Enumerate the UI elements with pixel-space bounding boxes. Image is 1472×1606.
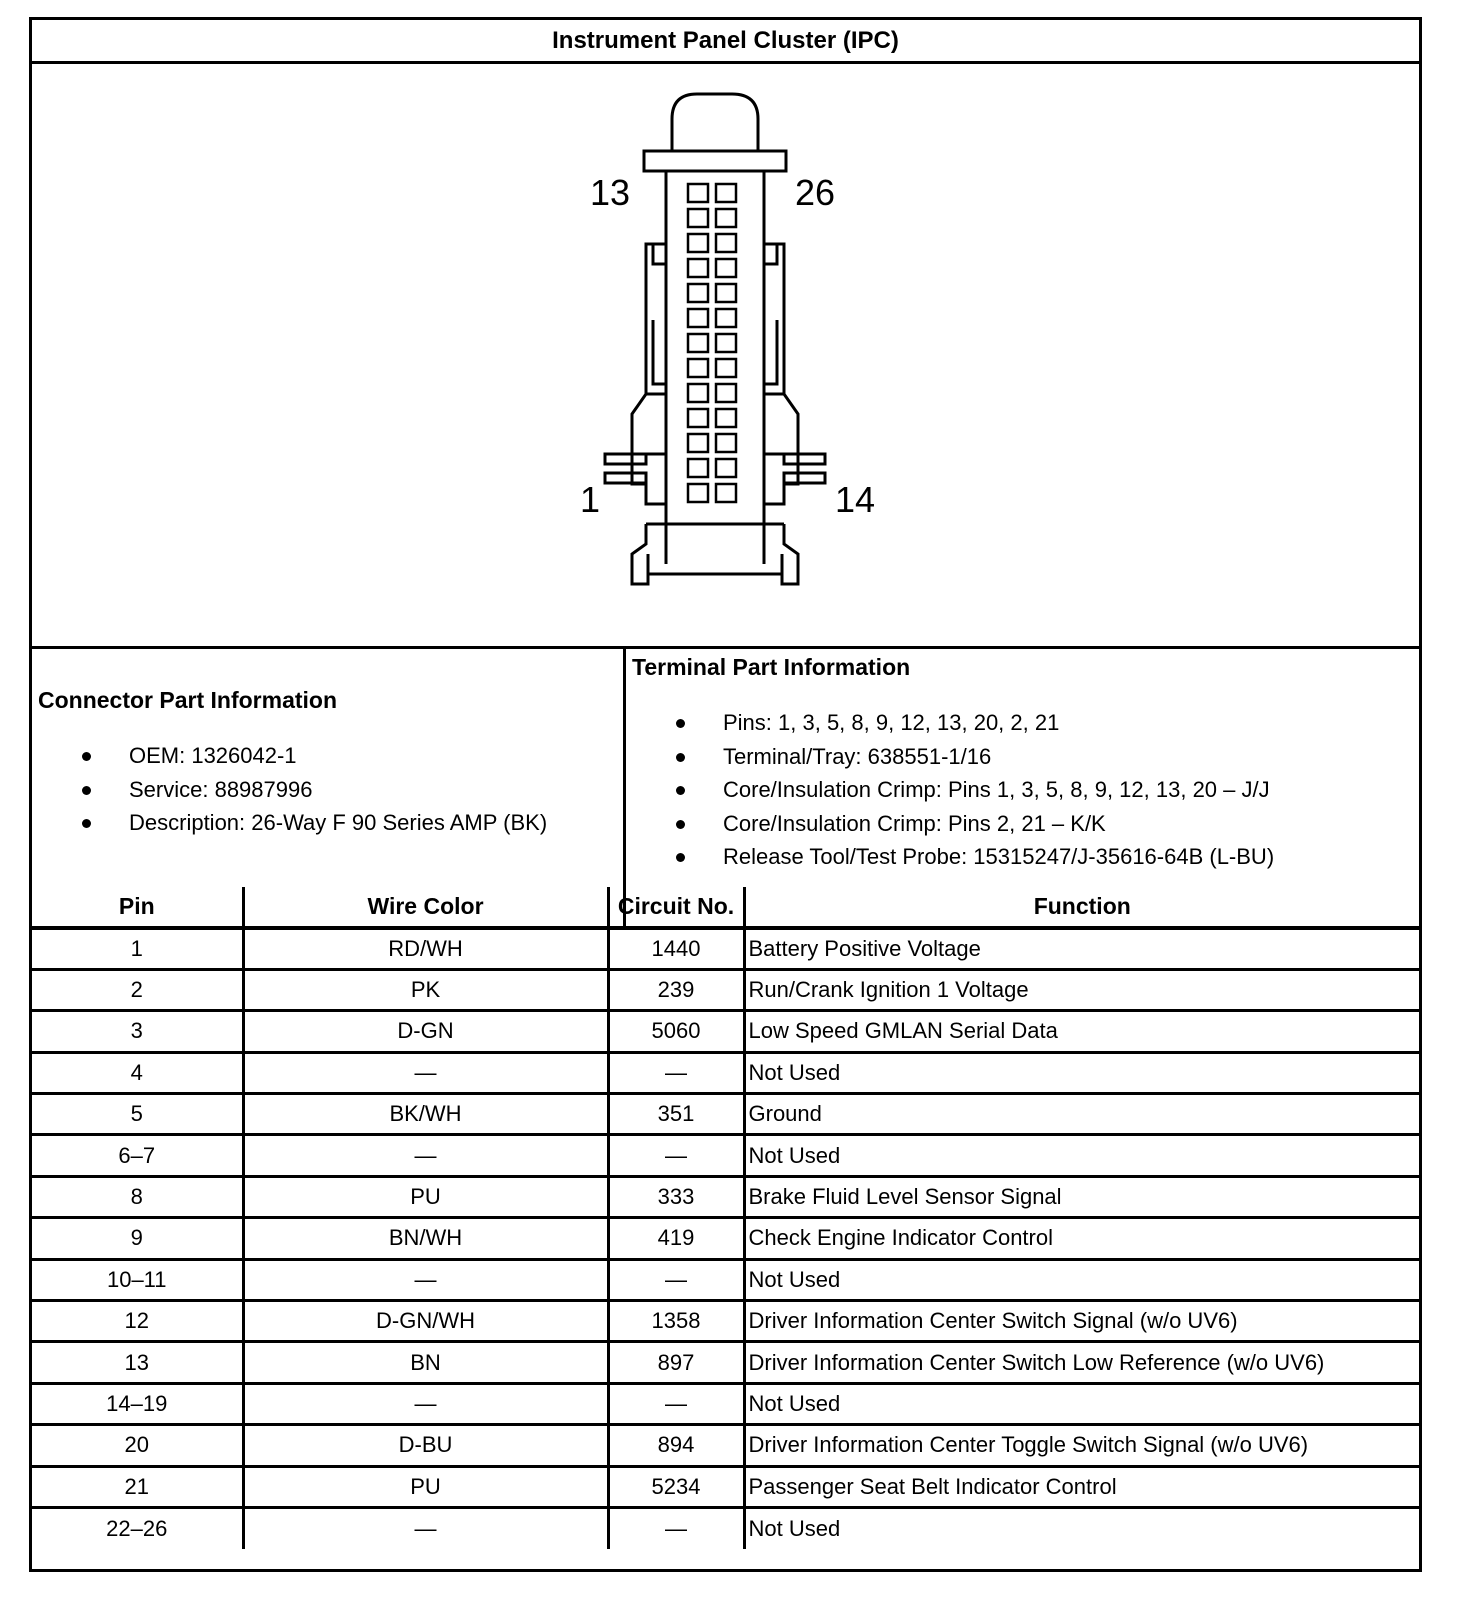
pin-cavities	[688, 184, 736, 502]
pin-cavity	[688, 359, 708, 377]
table-row	[32, 1052, 1419, 1093]
cell-wire-color: RD/WH	[243, 928, 608, 969]
table-row	[32, 1094, 1419, 1135]
pin-label-1: 1	[580, 479, 601, 520]
cell-circuit-no: 897	[608, 1342, 744, 1383]
cell-pin: 5	[32, 1094, 243, 1135]
cell-function: Check Engine Indicator Control	[744, 1218, 1419, 1259]
cell-pin: 14–19	[32, 1383, 243, 1424]
cell-circuit-no: 1440	[608, 928, 744, 969]
table-row	[32, 1425, 1419, 1466]
header-pin: Pin	[32, 887, 243, 928]
table-row	[32, 1135, 1419, 1176]
cell-wire-color: BN	[243, 1342, 608, 1383]
cell-circuit-no: —	[608, 1052, 744, 1093]
header-function: Function	[744, 887, 1419, 928]
cell-wire-color: —	[243, 1259, 608, 1300]
cell-function: Ground	[744, 1094, 1419, 1135]
cell-circuit-no: 239	[608, 969, 744, 1010]
cell-pin: 10–11	[32, 1259, 243, 1300]
cell-wire-color: —	[243, 1135, 608, 1176]
cell-wire-color: —	[243, 1383, 608, 1424]
cell-function: Not Used	[744, 1135, 1419, 1176]
connector-drawing	[32, 64, 1419, 649]
cell-pin: 13	[32, 1342, 243, 1383]
cell-wire-color: —	[243, 1052, 608, 1093]
cell-function: Run/Crank Ignition 1 Voltage	[744, 969, 1419, 1010]
pin-cavity	[716, 484, 736, 502]
cell-circuit-no: 351	[608, 1094, 744, 1135]
cell-circuit-no: 5060	[608, 1011, 744, 1052]
cell-circuit-no: 333	[608, 1176, 744, 1217]
cell-pin: 21	[32, 1466, 243, 1507]
cell-circuit-no: —	[608, 1259, 744, 1300]
pin-cavity	[688, 484, 708, 502]
pin-cavity	[716, 334, 736, 352]
cell-circuit-no: —	[608, 1507, 744, 1548]
pin-cavity	[716, 459, 736, 477]
cell-pin: 2	[32, 969, 243, 1010]
cell-pin: 4	[32, 1052, 243, 1093]
cell-wire-color: PK	[243, 969, 608, 1010]
pin-cavity	[716, 384, 736, 402]
cell-circuit-no: 419	[608, 1218, 744, 1259]
list-item: Core/Insulation Crimp: Pins 1, 3, 5, 8, 9, 12, 13, 20 – J/J	[626, 773, 1274, 807]
table-row	[32, 1259, 1419, 1300]
pin-cavity	[688, 309, 708, 327]
pin-cavity	[688, 334, 708, 352]
cell-pin: 9	[32, 1218, 243, 1259]
list-item: OEM: 1326042-1	[32, 739, 547, 773]
terminal-info-list	[626, 706, 1274, 874]
table-row	[32, 1507, 1419, 1548]
cell-function: Not Used	[744, 1383, 1419, 1424]
pin-cavity	[716, 259, 736, 277]
pin-cavity	[688, 409, 708, 427]
table-row	[32, 1301, 1419, 1342]
cell-pin: 8	[32, 1176, 243, 1217]
connector-sheet	[29, 17, 1422, 1572]
cell-pin: 3	[32, 1011, 243, 1052]
list-item: Description: 26-Way F 90 Series AMP (BK)	[32, 806, 547, 840]
cell-wire-color: BK/WH	[243, 1094, 608, 1135]
bullet-icon	[676, 753, 685, 762]
bullet-icon	[82, 786, 91, 795]
cell-pin: 6–7	[32, 1135, 243, 1176]
header-wire-color: Wire Color	[243, 887, 608, 928]
pin-cavity	[688, 184, 708, 202]
cell-function: Driver Information Center Toggle Switch Signal (w/o UV6)	[744, 1425, 1419, 1466]
terminal-part-info	[626, 649, 1419, 926]
cell-function: Low Speed GMLAN Serial Data	[744, 1011, 1419, 1052]
table-row	[32, 1342, 1419, 1383]
pin-cavity	[688, 234, 708, 252]
cell-pin: 12	[32, 1301, 243, 1342]
cell-function: Passenger Seat Belt Indicator Control	[744, 1466, 1419, 1507]
cell-function: Not Used	[744, 1052, 1419, 1093]
table-header-row	[32, 887, 1419, 928]
cell-circuit-no: 1358	[608, 1301, 744, 1342]
cell-function: Not Used	[744, 1259, 1419, 1300]
cell-circuit-no: —	[608, 1135, 744, 1176]
table-row	[32, 1383, 1419, 1424]
pin-cavity	[716, 359, 736, 377]
pinout-table	[32, 887, 1419, 1549]
pin-cavity	[688, 434, 708, 452]
connector-info-list	[32, 739, 547, 840]
cell-circuit-no: 5234	[608, 1466, 744, 1507]
bullet-icon	[82, 819, 91, 828]
table-row	[32, 1466, 1419, 1507]
connector-part-info	[32, 649, 626, 926]
connector-diagram	[32, 64, 1419, 649]
table-row	[32, 969, 1419, 1010]
pin-label-13: 13	[590, 172, 631, 213]
pin-cavity	[688, 284, 708, 302]
cell-pin: 20	[32, 1425, 243, 1466]
cell-function: Battery Positive Voltage	[744, 928, 1419, 969]
cell-wire-color: D-BU	[243, 1425, 608, 1466]
pin-label-14: 14	[835, 479, 876, 520]
pin-cavity	[716, 409, 736, 427]
cell-circuit-no: 894	[608, 1425, 744, 1466]
cell-wire-color: D-GN/WH	[243, 1301, 608, 1342]
cell-wire-color: PU	[243, 1176, 608, 1217]
pin-cavity	[688, 209, 708, 227]
list-item: Service: 88987996	[32, 773, 547, 807]
cell-wire-color: PU	[243, 1466, 608, 1507]
pin-cavity	[688, 384, 708, 402]
cell-pin: 22–26	[32, 1507, 243, 1548]
pin-cavity	[716, 209, 736, 227]
cell-wire-color: —	[243, 1507, 608, 1548]
connector-info-heading: Connector Part Information	[38, 687, 338, 713]
cell-pin: 1	[32, 928, 243, 969]
header-circuit-no: Circuit No.	[608, 887, 744, 928]
list-item: Terminal/Tray: 638551-1/16	[626, 740, 1274, 774]
list-item: Release Tool/Test Probe: 15315247/J-35616-64B (L-BU)	[626, 840, 1274, 874]
table-row	[32, 1218, 1419, 1259]
pinout-rows	[32, 928, 1419, 1549]
pin-label-26: 26	[795, 172, 836, 213]
cell-function: Driver Information Center Switch Signal (w/o UV6)	[744, 1301, 1419, 1342]
pin-cavity	[716, 284, 736, 302]
pin-cavity	[688, 459, 708, 477]
table-row	[32, 1176, 1419, 1217]
list-item: Core/Insulation Crimp: Pins 2, 21 – K/K	[626, 807, 1274, 841]
table-row	[32, 1011, 1419, 1052]
pin-cavity	[716, 184, 736, 202]
bullet-icon	[676, 820, 685, 829]
bullet-icon	[676, 719, 685, 728]
pin-cavity	[716, 434, 736, 452]
pin-cavity	[716, 234, 736, 252]
list-item: Pins: 1, 3, 5, 8, 9, 12, 13, 20, 2, 21	[626, 706, 1274, 740]
bullet-icon	[676, 786, 685, 795]
cell-circuit-no: —	[608, 1383, 744, 1424]
cell-wire-color: D-GN	[243, 1011, 608, 1052]
cell-function: Brake Fluid Level Sensor Signal	[744, 1176, 1419, 1217]
pin-cavity	[716, 309, 736, 327]
terminal-info-heading: Terminal Part Information	[632, 654, 911, 680]
cell-function: Driver Information Center Switch Low Reference (w/o UV6)	[744, 1342, 1419, 1383]
pin-cavity	[688, 259, 708, 277]
bullet-icon	[676, 853, 685, 862]
bullet-icon	[82, 752, 91, 761]
page-title: Instrument Panel Cluster (IPC)	[32, 20, 1419, 64]
cell-function: Not Used	[744, 1507, 1419, 1548]
cell-wire-color: BN/WH	[243, 1218, 608, 1259]
table-row	[32, 928, 1419, 969]
